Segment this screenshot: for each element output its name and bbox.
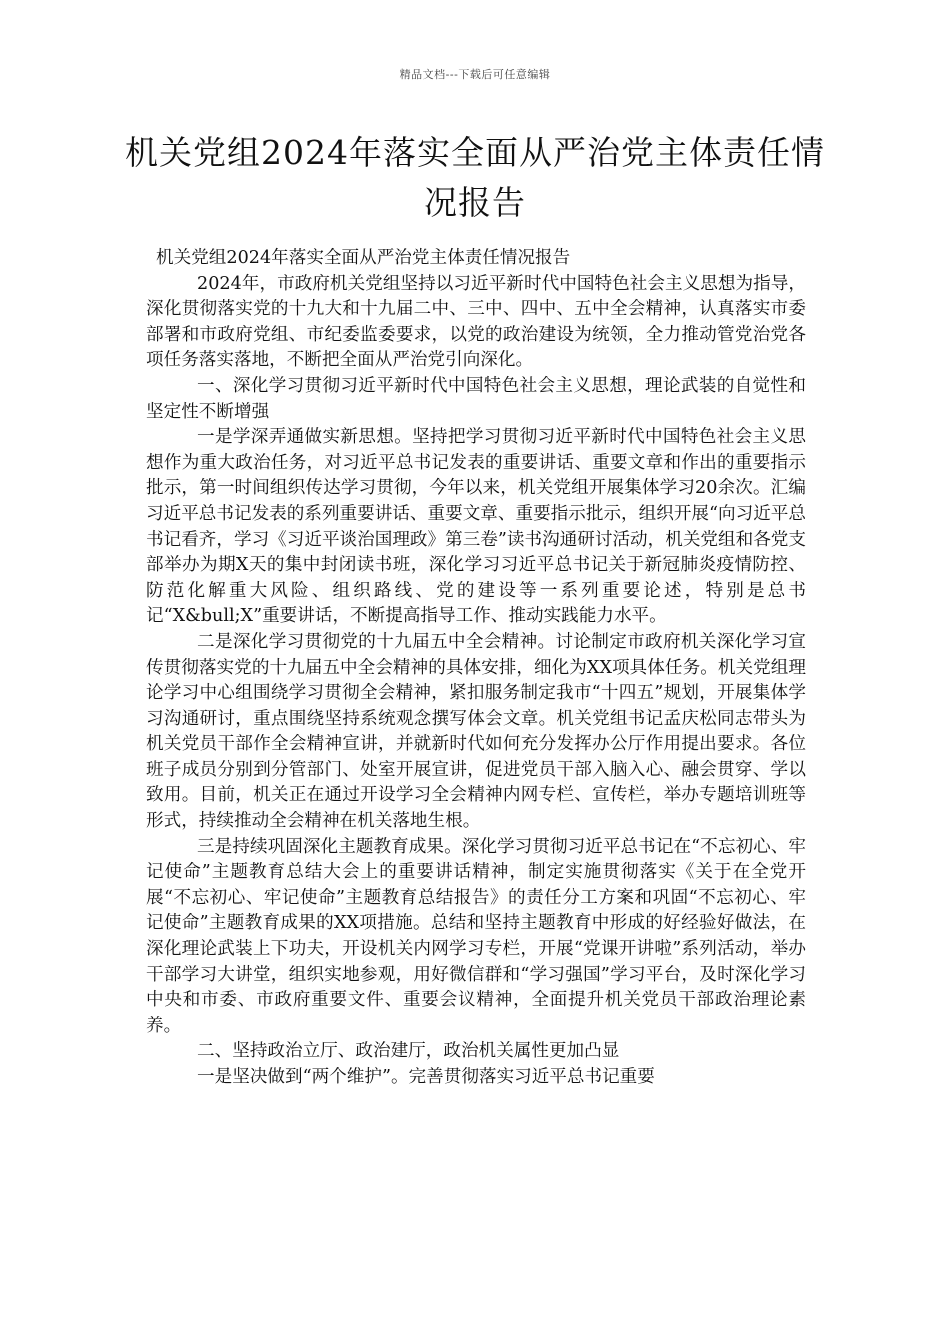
intro-paragraph: 2024年，市政府机关党组坚持以习近平新时代中国特色社会主义思想为指导，深化贯彻落实党的十九大和十九届二中、三中、四中、五中全会精神，认真落实市委部署和市政府党组、市纪委监委要求，以党的政治建设为统领，全力推动管党治党各项任务落实落地，不断把全面从严治党引向深化。 — [146, 273, 806, 371]
section-heading-2: 二、坚持政治立厅、政治建厅，政治机关属性更加凸显 — [197, 1041, 620, 1062]
report-subtitle: 机关党组2024年落实全面从严治党主体责任情况报告 — [156, 248, 571, 268]
section-heading-1: 一、深化学习贯彻习近平新时代中国特色社会主义思想，理论武装的自觉性和坚定性不断增强 — [146, 375, 806, 422]
body-paragraph: 三是持续巩固深化主题教育成果。深化学习贯彻习近平总书记在“不忘初心、牢记使命”主题教育总结大会上的重要讲话精神，制定实施贯彻落实《关于在全党开展“不忘初心、牢记使命”主题教育总结报告》的责任分工方案和巩固“不忘初心、牢记使命”主题教育成果的XX项措施。总结和坚持主题教育中形成的好经验好做法，在深化理论武装上下功夫，开设机关内网学习专栏，开展“党课开讲啦”系列活动，举办干部学习大讲堂，组织实地参观，用好微信群和“学习强国”学习平台，及时深化学习中央和市委、市政府重要文件、重要会议精神，全面提升机关党员干部政治理论素养。 — [146, 836, 806, 1036]
document-header-note: 精品文档---下载后可任意编辑 — [399, 68, 551, 81]
body-paragraph: 一是坚决做到“两个维护”。完善贯彻落实习近平总书记重要 — [197, 1067, 655, 1087]
body-paragraph: 二是深化学习贯彻党的十九届五中全会精神。讨论制定市政府机关深化学习宣传贯彻落实党的十九届五中全会精神的具体安排，细化为XX项具体任务。机关党组理论学习中心组围绕学习贯彻全会精神，紧扣服务制定我市“十四五”规划，开展集体学习沟通研讨，重点围绕坚持系统观念撰写体会文章。机关党组书记孟庆松同志带头为机关党员干部作全会精神宣讲，并就新时代如何充分发挥办公厅作用提出要求。各位班子成员分别到分管部门、处室开展宣讲，促进党员干部入脑入心、融会贯穿、学以致用。目前，机关正在通过开设学习全会精神内网专栏、宣传栏，举办专题培训班等形式，持续推动全会精神在机关落地生根。 — [146, 631, 806, 832]
body-paragraph: 一是学深弄通做实新思想。坚持把学习贯彻习近平新时代中国特色社会主义思想作为重大政治任务，对习近平总书记发表的重要讲话、重要文章和作出的重要指示批示，第一时间组织传达学习贯彻，今年以来，机关党组开展集体学习20余次。汇编习近平总书记发表的系列重要讲话、重要文章、重要指示批示，组织开展“向习近平总书记看齐，学习《习近平谈治国理政》第三卷”读书沟通研讨活动，机关党组和各党支部举办为期X天的集中封闭读书班，深化学习习近平总书记关于新冠肺炎疫情防控、防范化解重大风险、组织路线、党的建设等一系列重要论述，特别是总书记“X&bull;X”重要讲话，不断提高指导工作、推动实践能力水平。 — [146, 427, 806, 627]
document-title: 机关党组2024年落实全面从严治党主体责任情况报告 — [125, 133, 825, 222]
document-body — [146, 246, 806, 1091]
